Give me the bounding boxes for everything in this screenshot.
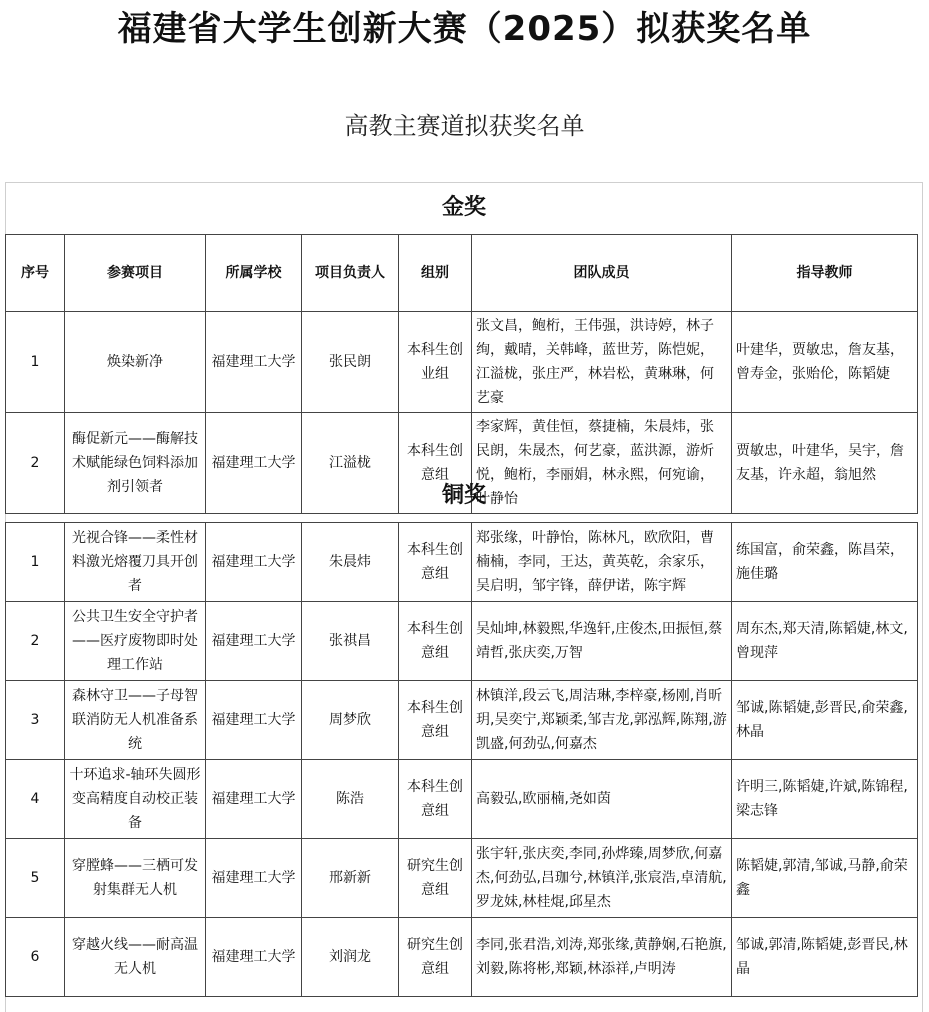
row-advisors: 许明三,陈韬婕,许斌,陈锦程,梁志锋 xyxy=(732,760,918,839)
row-no: 5 xyxy=(6,839,65,918)
row-project: 穿越火线——耐高温无人机 xyxy=(65,918,206,997)
row-project: 森林守卫——子母智联消防无人机准备系统 xyxy=(65,681,206,760)
table-header-row xyxy=(6,235,918,312)
row-advisors: 周东杰,郑天清,陈韬婕,林文,曾现萍 xyxy=(732,602,918,681)
row-members: 李家辉，黄佳恒，蔡捷楠，朱晨炜，张民朗，朱晟杰，何艺豪，蓝洪源，游炘悦，鲍桁，李丽娟，林永熙，何宛谕，叶静怡 xyxy=(472,413,732,514)
row-leader: 张民朗 xyxy=(302,312,399,413)
row-school: 福建理工大学 xyxy=(206,918,302,997)
row-project: 光视合锋——柔性材料激光熔覆刀具开创者 xyxy=(65,523,206,602)
page-title: 福建省大学生创新大赛（2025）拟获奖名单 xyxy=(117,9,812,49)
table-row xyxy=(6,760,918,839)
row-members: 李同,张君浩,刘涛,郑张缘,黄静娴,石艳旗,刘毅,陈将彬,郑颖,林添祥,卢明涛 xyxy=(472,918,732,997)
row-school: 福建理工大学 xyxy=(206,312,302,413)
row-group: 研究生创意组 xyxy=(399,918,472,997)
row-project: 酶促新元——酶解技术赋能绿色饲料添加剂引领者 xyxy=(65,413,206,514)
row-group: 本科生创意组 xyxy=(399,523,472,602)
header-project: 参赛项目 xyxy=(65,235,206,312)
gold-award-heading: 金奖 xyxy=(441,195,486,220)
row-school: 福建理工大学 xyxy=(206,839,302,918)
row-project: 穿膛蜂——三栖可发射集群无人机 xyxy=(65,839,206,918)
header-advisors: 指导教师 xyxy=(732,235,918,312)
row-members: 郑张缘，叶静怡，陈林凡，欧欣阳，曹楠楠，李同，王达，黄英乾，余家乐，吴启明，邹宇锋，薛伊诺，陈宇辉 xyxy=(472,523,732,602)
row-group: 本科生创意组 xyxy=(399,681,472,760)
row-leader: 周梦欣 xyxy=(302,681,399,760)
row-group: 本科生创意组 xyxy=(399,413,472,514)
row-advisors: 邹诚,郭清,陈韬婕,彭晋民,林晶 xyxy=(732,918,918,997)
row-leader: 张祺昌 xyxy=(302,602,399,681)
row-group: 本科生创意组 xyxy=(399,760,472,839)
row-members: 林镇洋,段云飞,周洁琳,李梓豪,杨刚,肖昕玥,吴奕宁,郑颖柔,邹吉龙,郭泓辉,陈翔,游凯盛,何劲弘,何嘉杰 xyxy=(472,681,732,760)
table-row xyxy=(6,312,918,413)
header-school: 所属学校 xyxy=(206,235,302,312)
row-members: 吴灿坤,林毅熙,华逸轩,庄俊杰,田振恒,蔡靖哲,张庆奕,万智 xyxy=(472,602,732,681)
table-row xyxy=(6,839,918,918)
header-leader: 项目负责人 xyxy=(302,235,399,312)
bronze-award-heading: 铜奖 xyxy=(441,483,486,508)
header-no: 序号 xyxy=(6,235,65,312)
row-no: 2 xyxy=(6,602,65,681)
row-leader: 陈浩 xyxy=(302,760,399,839)
bronze-award-table xyxy=(5,522,918,997)
table-row xyxy=(6,681,918,760)
row-members: 张文昌，鲍桁，王伟强，洪诗婷，林子绚，戴晴，关韩峰，蓝世芳，陈恺妮，江溢栊，张庄严，林岩松，黄琳琳，何艺豪 xyxy=(472,312,732,413)
row-school: 福建理工大学 xyxy=(206,523,302,602)
row-project: 焕染新净 xyxy=(65,312,206,413)
row-school: 福建理工大学 xyxy=(206,760,302,839)
row-leader: 刘润龙 xyxy=(302,918,399,997)
row-advisors: 陈韬婕,郭清,邹诚,马静,俞荣鑫 xyxy=(732,839,918,918)
row-no: 1 xyxy=(6,312,65,413)
row-school: 福建理工大学 xyxy=(206,602,302,681)
header-members: 团队成员 xyxy=(472,235,732,312)
row-leader: 江溢栊 xyxy=(302,413,399,514)
row-advisors: 贾敏忠，叶建华，吴宇，詹友基，许永超，翁旭然 xyxy=(732,413,918,514)
row-project: 十环追求-轴环失圆形变高精度自动校正装备 xyxy=(65,760,206,839)
row-advisors: 邹诚,陈韬婕,彭晋民,俞荣鑫,林晶 xyxy=(732,681,918,760)
row-members: 张宇轩,张庆奕,李同,孙烨臻,周梦欣,何嘉杰,何劲弘,吕珈兮,林镇洋,张宸浩,卓清航,罗龙妹,林桂焜,邱星杰 xyxy=(472,839,732,918)
table-row xyxy=(6,523,918,602)
row-no: 1 xyxy=(6,523,65,602)
row-no: 3 xyxy=(6,681,65,760)
row-no: 6 xyxy=(6,918,65,997)
row-no: 2 xyxy=(6,413,65,514)
row-members: 高毅弘,欧丽楠,尧如茵 xyxy=(472,760,732,839)
row-leader: 邢新新 xyxy=(302,839,399,918)
row-advisors: 练国富，俞荣鑫，陈昌荣，施佳璐 xyxy=(732,523,918,602)
row-leader: 朱晨炜 xyxy=(302,523,399,602)
row-group: 本科生创业组 xyxy=(399,312,472,413)
row-group: 研究生创意组 xyxy=(399,839,472,918)
section-subtitle: 高教主赛道拟获奖名单 xyxy=(344,112,585,140)
row-project: 公共卫生安全守护者——医疗废物即时处理工作站 xyxy=(65,602,206,681)
row-group: 本科生创意组 xyxy=(399,602,472,681)
header-group: 组别 xyxy=(399,235,472,312)
row-school: 福建理工大学 xyxy=(206,681,302,760)
table-row xyxy=(6,602,918,681)
row-no: 4 xyxy=(6,760,65,839)
row-school: 福建理工大学 xyxy=(206,413,302,514)
row-advisors: 叶建华，贾敏忠，詹友基，曾寿金，张贻伦，陈韬婕 xyxy=(732,312,918,413)
table-row xyxy=(6,918,918,997)
